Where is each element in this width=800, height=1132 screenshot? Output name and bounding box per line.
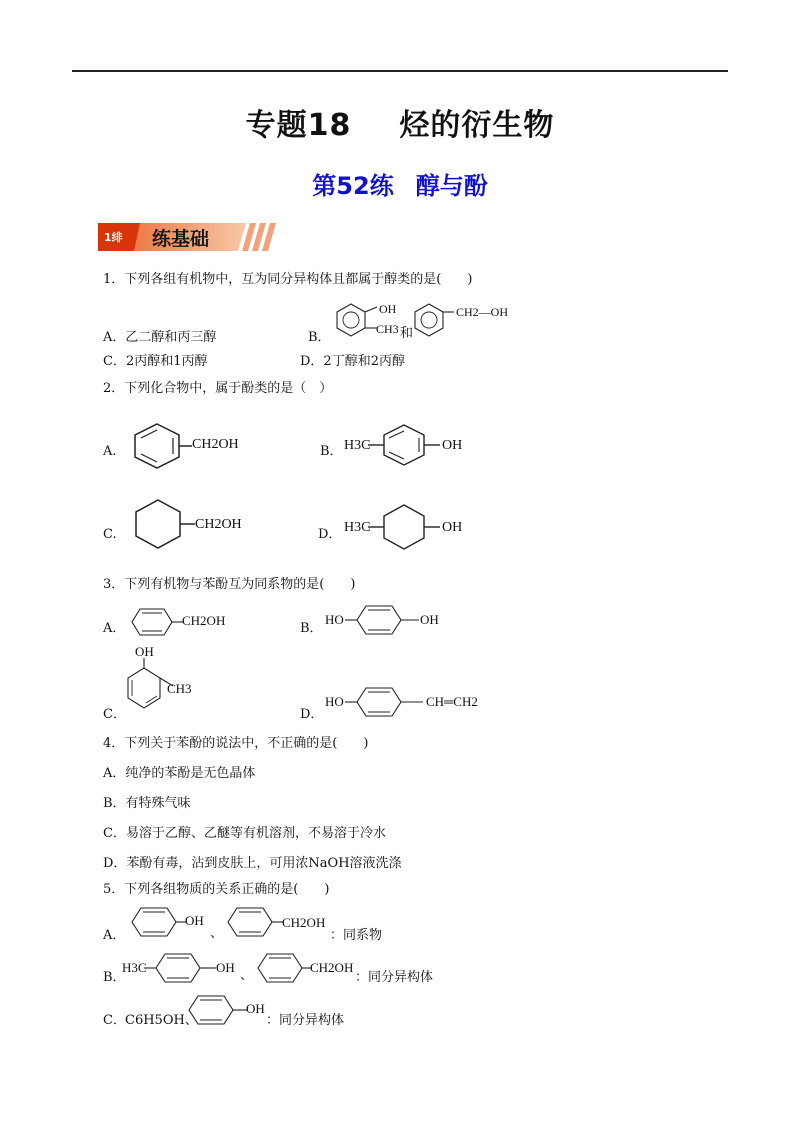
q1-stem: 1．下列各组有机物中，互为同分异构体且都属于醇类的是( ) [103,272,473,287]
q1-option-d: D．2丁醇和2丙醇 [300,354,405,369]
q2-a-benzene-ring [122,418,202,474]
q3-stem: 3．下列有机物与苯酚互为同系物的是( ) [103,577,356,592]
top-rule [72,70,728,72]
q3-option-d-label: D． [300,707,324,722]
q5-b-oh: OH [216,960,235,975]
section-badge-label: 练基础 [152,228,210,250]
q4-stem: 4．下列关于苯酚的说法中，不正确的是( ) [103,736,369,751]
q5-b-ch2oh: CH2OH [310,960,354,975]
q2-c-cyclohexane-ring [125,496,205,552]
q2-d-right: OH [442,520,463,535]
q4-option-d: D．苯酚有毒，沾到皮肤上，可用浓NaOH溶液洗涤 [103,856,402,871]
q3-option-b-label: B． [300,621,323,636]
q1-option-b-label: B． [308,330,331,345]
title-topic: 专题18 [245,108,352,143]
page-title [0,100,800,144]
q5-b-separator: 、 [240,968,254,983]
q5-b-cresol-ring [144,950,224,986]
section-badge [98,219,278,253]
q3-b-benzene-ring [345,602,425,638]
q1-option-c: C．2丙醇和1丙醇 [103,354,208,369]
q2-option-d-label: D． [318,527,342,542]
q5-option-b-label: B． [103,970,126,985]
q3-option-a-label: A． [103,621,126,636]
q2-option-c-label: C. [103,527,117,542]
q5-a-phenol-ring [122,904,190,940]
q1-b-ch2oh: CH2—OH [456,305,509,319]
q3-d-left: HO [325,694,344,709]
title-name: 烃的衍生物 [399,108,555,143]
q5-c-relation: ：同分异构体 [266,1013,345,1028]
q2-b-right: OH [442,438,463,453]
q5-a-separator: 、 [210,926,224,941]
q1-b-ch3: CH3 [376,322,399,336]
q1-option-b-structures [322,296,532,344]
q2-option-a-label: A. [103,444,117,459]
q1-b-and: 和 [400,326,414,341]
subtitle-name: 醇与酚 [415,172,488,200]
page-subtitle [0,166,800,201]
q5-stem: 5．下列各组物质的关系正确的是( ) [103,882,330,897]
q2-b-left: H3C [344,438,371,453]
q2-option-b-label: B． [320,444,343,459]
q2-a-group: CH2OH [192,437,239,452]
q2-b-benzene-ring [368,420,448,470]
q4-option-c: C．易溶于乙醇、乙醚等有机溶剂，不易溶于冷水 [103,826,386,841]
q3-b-left: HO [325,612,344,627]
q1-b-oh: OH [379,302,397,316]
q5-c-formula: C6H5OH、 [125,1013,198,1028]
q2-d-cyclohexane-ring [368,500,448,554]
section-badge-level: 1绯 [104,231,123,244]
subtitle-number: 第52练 [312,172,394,200]
q5-option-a-label: A． [103,928,126,943]
q2-c-group: CH2OH [195,517,242,532]
q2-stem: 2．下列化合物中，属于酚类的是（ ） [103,381,333,396]
q5-a-relation: ：同系物 [330,928,383,943]
q4-option-b: B．有特殊气味 [103,796,191,811]
q5-a-ch2oh: CH2OH [282,915,326,930]
q3-d-right: CH═CH2 [426,694,478,709]
q1-option-a: A．乙二醇和丙三醇 [103,330,217,345]
q5-b-relation: ：同分异构体 [355,970,434,985]
q3-option-c-label: C． [103,707,126,722]
q5-b-left: H3C [122,960,147,975]
q3-b-right: OH [420,612,439,627]
q4-option-a: A．纯净的苯酚是无色晶体 [103,766,256,781]
q3-a-group: CH2OH [182,613,226,628]
q3-c-top: OH [135,644,154,659]
q5-a-oh: OH [185,913,204,928]
q3-d-benzene-ring [345,684,435,720]
q5-option-c-label: C． [103,1013,126,1028]
q2-d-left: H3C [344,520,371,535]
q3-c-side: CH3 [167,681,192,696]
q5-c-oh: OH [246,1001,265,1016]
